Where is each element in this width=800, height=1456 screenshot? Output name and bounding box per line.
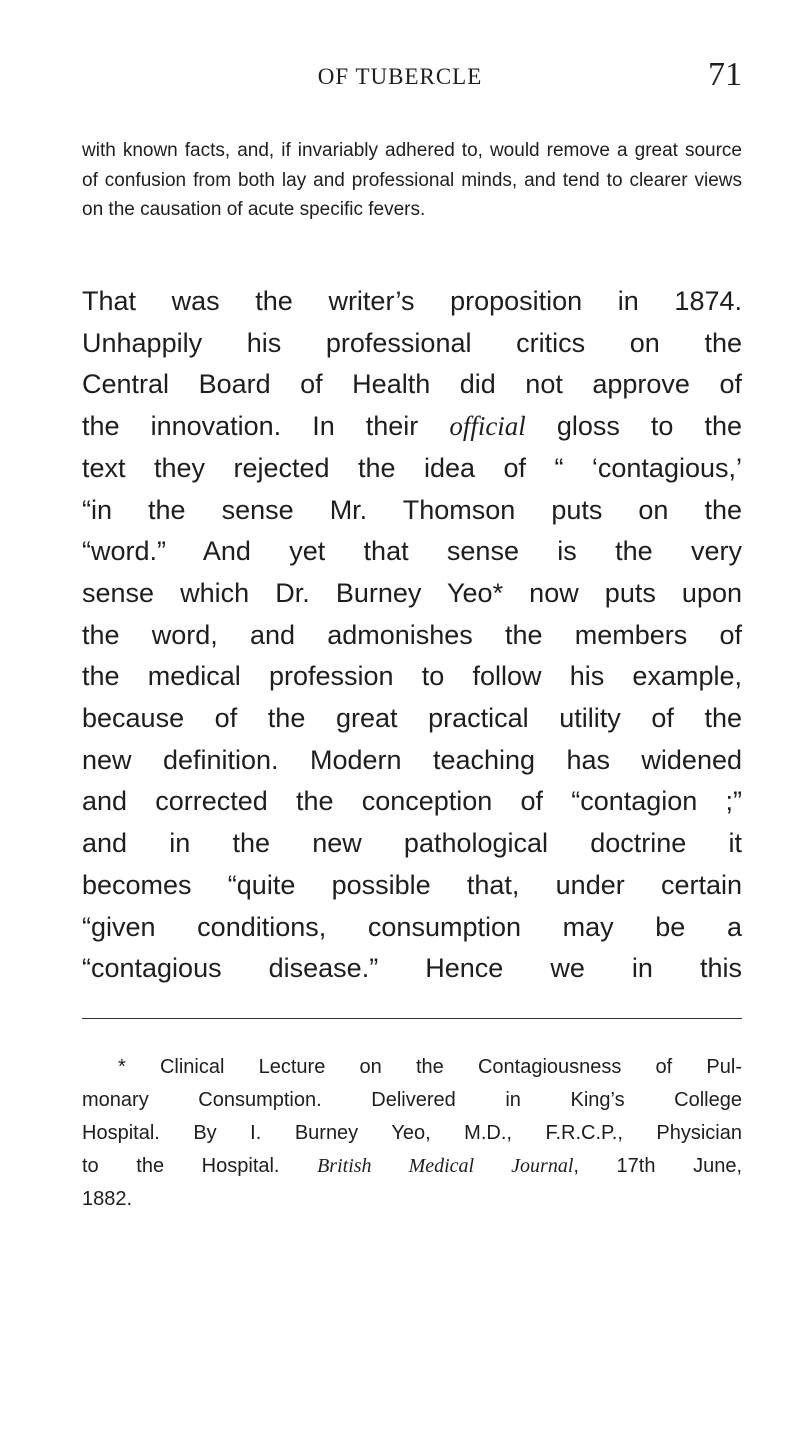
intro-paragraph: with known facts, and, if invariably adhered to, would remove a great source of confusion from both lay and professional minds, and tend to clearer views on the causation of acute specific fevers. (82, 140, 742, 220)
main-paragraph-line: new definition. Modern teaching has widened (82, 744, 742, 775)
main-paragraph-line: Central Board of Health did not approve of (82, 369, 742, 400)
main-paragraph-line: text they rejected the idea of “ ‘contagious,’ (82, 452, 742, 483)
footnote-divider (82, 1018, 742, 1019)
footnote (82, 1051, 742, 1216)
main-paragraph-line: “in the sense Mr. Thomson puts on the (82, 494, 742, 525)
main-paragraph-line: That was the writer’s proposition in 1874. (82, 286, 742, 316)
footnote-line-with-emphasis: to the Hospital. British Medical Journal, 17th June, (82, 1155, 742, 1177)
running-head (60, 56, 742, 102)
main-paragraph-line: sense which Dr. Burney Yeo* now puts upon (82, 577, 742, 608)
footnote-line: 1882. (82, 1188, 133, 1210)
main-paragraph-line: the word, and admonishes the members of (82, 619, 742, 650)
main-paragraph-line: the medical profession to follow his example, (82, 661, 742, 692)
main-paragraph-line: because of the great practical utility of the (82, 703, 742, 734)
main-paragraph-line: “word.” And yet that sense is the very (82, 536, 742, 567)
running-title: OF TUBERCLE (317, 64, 483, 89)
emphasized-word: official (449, 411, 526, 442)
main-paragraph-line: and in the new pathological doctrine it (82, 828, 742, 859)
main-paragraph-line: “contagious disease.” Hence we in this (82, 953, 742, 984)
main-paragraph (82, 281, 742, 990)
footnote-line: monary Consumption. Delivered in King’s College (82, 1089, 742, 1111)
main-paragraph-line: becomes “quite possible that, under certain (82, 869, 742, 900)
page-number: 71 (708, 56, 742, 93)
main-paragraph-line: and corrected the conception of “contagion ;” (82, 786, 742, 817)
main-paragraph-line-with-emphasis: the innovation. In their official gloss to the (82, 411, 742, 442)
main-paragraph-line: “given conditions, consumption may be a (82, 911, 742, 942)
journal-title: British Medical Journal (317, 1155, 574, 1177)
main-paragraph-line: Unhappily his professional critics on the (82, 327, 742, 358)
footnote-line: Hospital. By I. Burney Yeo, M.D., F.R.C.P., Physician (82, 1122, 742, 1144)
footnote-line: * Clinical Lecture on the Contagiousness of Pul- (118, 1056, 742, 1078)
